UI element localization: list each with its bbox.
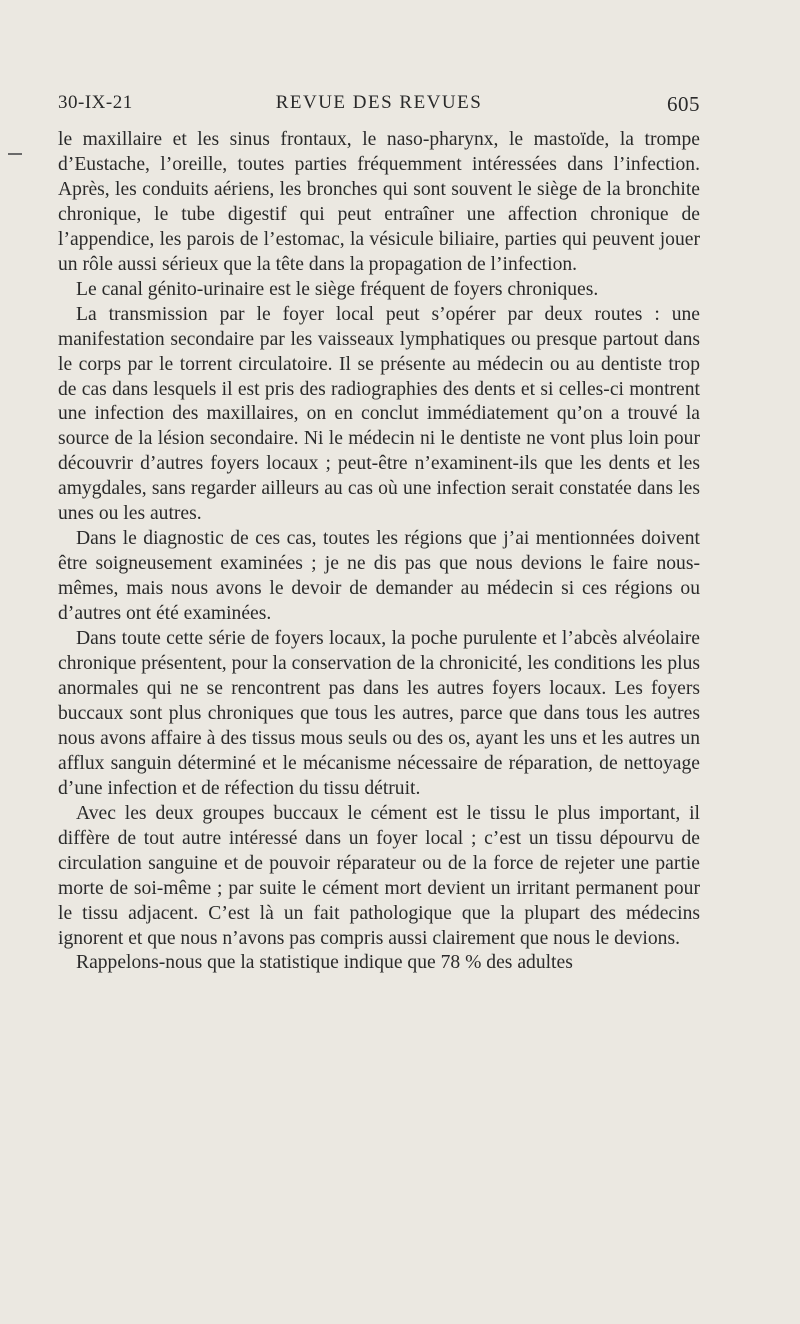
paragraph-5: Dans toute cette série de foyers locaux, la poche purulente et l’abcès alvéolaire chronique présentent, pour la conservation de la chronicité, les conditions les plus anormales qui ne se rencontrent pas dans les autres foyers locaux. Les foyers buccaux sont plus chroniques que tous les autres, parce que dans tous les autres nous avons affaire à des tissus mous seuls ou des os, ayant les uns et les autres un afflux sanguin déterminé et le mécanisme nécessaire de réparation, de nettoyage d’une infection et de réfection du tissu détruit. — [58, 628, 700, 799]
journal-section-title: REVUE DES REVUES — [275, 92, 483, 113]
paragraph-7: Rappelons-nous que la statistique indique que 78 % des adultes — [76, 952, 573, 974]
paragraph-4: Dans le diagnostic de ces cas, toutes les régions que j’ai mentionnées doivent être soigneusement examinées ; je ne dis pas que nous devions le faire nous-mêmes, mais nous avons le devoir de demander au médecin si ces régions ou d’autres ont été examinées. — [58, 528, 700, 625]
page-number: 605 — [667, 92, 700, 116]
margin-dash-mark — [8, 153, 22, 155]
paragraph-6: Avec les deux groupes buccaux le cément est le tissu le plus important, il diffère de tout autre intéressé dans un foyer local ; c’est un tissu dépourvu de circulation sanguine et de pouvoir réparateur ou de la force de rejeter une partie morte de soi-même ; par suite le cément mort devient un irritant permanent pour le tissu adjacent. C’est là un fait pathologique que la plupart des médecins ignorent et que nous n’avons pas compris aussi clairement que nous le devions. — [58, 802, 700, 949]
paragraph-1: le maxillaire et les sinus frontaux, le naso-pharynx, le mastoïde, la trompe d’Eustache, l’oreille, toutes parties fréquemment intéressées dans l’infection. Après, les conduits aériens, les bronches qui sont souvent le siège de la bronchite chronique, le tube digestif qui peut entraîner une affection chronique de l’appendice, les parois de l’estomac, la vésicule biliaire, parties qui peuvent jouer un rôle aussi sérieux que la tête dans la propagation de l’infection. — [58, 129, 700, 275]
paragraph-2: Le canal génito-urinaire est le siège fréquent de foyers chroniques. — [76, 278, 599, 300]
paragraph-3: La transmission par le foyer local peut s’opérer par deux routes : une manifestation secondaire par les vaisseaux lymphatiques ou presque partout dans le corps par le torrent circulatoire. Il se présente au médecin ou au dentiste trop de cas dans lesquels il est pris des radiographies des dents et si celles-ci montrent une infection des maxillaires, on en conclut immédiatement qu’on a trouvé la source de la lésion secondaire. Ni le médecin ni le dentiste ne vont plus loin pour découvrir d’autres foyers locaux ; peut-être n’examinent-ils que les dents et les amygdales, sans regarder ailleurs au cas où une infection serait constatée dans les unes ou les autres. — [58, 303, 700, 525]
body-text — [58, 128, 700, 976]
running-head — [58, 92, 700, 120]
issue-date: 30-IX-21 — [58, 92, 133, 113]
